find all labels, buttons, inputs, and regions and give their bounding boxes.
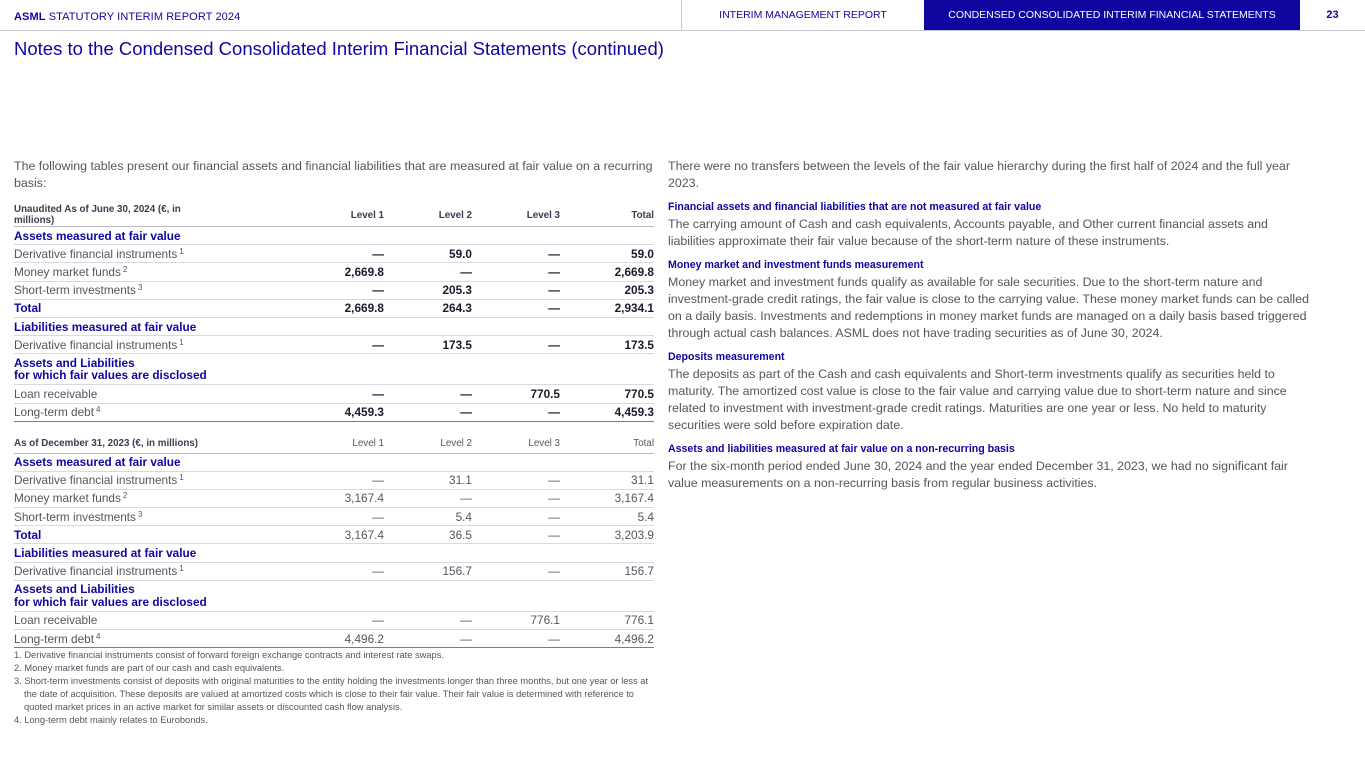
cell: — <box>472 489 560 507</box>
footnote-4: 4. Long-term debt mainly relates to Eurobonds. <box>14 715 208 725</box>
brand-rest: STATUTORY INTERIM REPORT 2024 <box>45 11 241 23</box>
cell: — <box>222 471 384 489</box>
table-header-row <box>14 432 654 453</box>
nav-interim-management-report[interactable]: INTERIM MANAGEMENT REPORT <box>681 0 924 30</box>
table-row <box>14 471 654 489</box>
nav-financial-statements-active[interactable]: CONDENSED CONSOLIDATED INTERIM FINANCIAL STATEMENTS <box>924 0 1300 30</box>
cell: 4,496.2 <box>222 630 384 648</box>
cell: 776.1 <box>472 611 560 629</box>
cell: 3,167.4 <box>560 489 654 507</box>
cell: 36.5 <box>384 526 472 544</box>
col-level-3: Level 3 <box>472 432 560 453</box>
cell: — <box>472 630 560 648</box>
page-title: Notes to the Condensed Consolidated Interim Financial Statements (continued) <box>14 38 664 59</box>
row-label: Loan receivable <box>14 611 222 629</box>
page-number: 23 <box>1326 9 1339 21</box>
cell: — <box>472 471 560 489</box>
cell: 59.0 <box>560 245 654 263</box>
cell: 59.0 <box>384 245 472 263</box>
cell: — <box>222 611 384 629</box>
section-row <box>14 317 654 335</box>
col-level-3: Level 3 <box>472 202 560 227</box>
cell: 2,669.8 <box>222 263 384 281</box>
cell: 4,459.3 <box>222 403 384 421</box>
table-row <box>14 385 654 403</box>
cell: 3,167.4 <box>222 526 384 544</box>
table-row <box>14 508 654 526</box>
heading-deposits: Deposits measurement <box>668 351 785 363</box>
cell: 156.7 <box>384 562 472 580</box>
table-row <box>14 281 654 299</box>
table-caption: As of December 31, 2023 (€, in millions) <box>14 432 222 453</box>
total-row <box>14 299 654 317</box>
brand-bold: ASML <box>14 11 46 23</box>
cell: 205.3 <box>560 281 654 299</box>
section-assets-label: Assets measured at fair value <box>14 453 654 471</box>
section-liabilities-label: Liabilities measured at fair value <box>14 317 654 335</box>
heading-not-fair-value: Financial assets and financial liabilities that are not measured at fair value <box>668 201 1042 213</box>
top-navigation-bar <box>0 0 1365 31</box>
cell: — <box>472 299 560 317</box>
row-label: Long-term debt $^4$ <box>14 403 222 421</box>
section-assets-label: Assets measured at fair value <box>14 227 654 245</box>
non-recurring-paragraph: For the six-month period ended June 30, 2024 and the year ended December 31, 2023, we had no significant fair value measurements on a non-recurring basis from regular business activities. <box>668 459 1288 490</box>
row-label: Short-term investments $^3$ <box>14 281 222 299</box>
cell: 2,669.8 <box>560 263 654 281</box>
cell: 173.5 <box>384 336 472 354</box>
cell: — <box>472 263 560 281</box>
cell: 770.5 <box>472 385 560 403</box>
cell: 31.1 <box>384 471 472 489</box>
deposits-paragraph: The deposits as part of the Cash and cash equivalents and Short-term investments qualify as securities held to maturity. The amortized cost value is close to the fair value and carrying value due to short-term nature and since related to investment with investment-grade credit ratings. Maturities are one year or less. No held to maturity securities were sold before expiration date. <box>668 367 1287 432</box>
cell: 264.3 <box>384 299 472 317</box>
row-label: Total <box>14 526 222 544</box>
cell: 2,934.1 <box>560 299 654 317</box>
cell: — <box>472 245 560 263</box>
table-row <box>14 562 654 580</box>
cell: 156.7 <box>560 562 654 580</box>
section-row <box>14 227 654 245</box>
cell: — <box>384 385 472 403</box>
cell: — <box>472 336 560 354</box>
cell: 2,669.8 <box>222 299 384 317</box>
cell: — <box>384 263 472 281</box>
cell: 173.5 <box>560 336 654 354</box>
table-row <box>14 630 654 648</box>
right-column-text <box>668 158 1316 492</box>
cell: 5.4 <box>560 508 654 526</box>
cell: 205.3 <box>384 281 472 299</box>
cell: — <box>472 281 560 299</box>
cell: — <box>222 385 384 403</box>
row-label: Short-term investments $^3$ <box>14 508 222 526</box>
row-label: Money market funds $^2$ <box>14 489 222 507</box>
transfers-paragraph: There were no transfers between the levels of the fair value hierarchy during the first half of 2024 and the full year 2023. <box>668 159 1290 190</box>
cell: — <box>384 611 472 629</box>
row-label: Derivative financial instruments $^1$ <box>14 471 222 489</box>
row-label: Derivative financial instruments $^1$ <box>14 245 222 263</box>
table-row <box>14 403 654 421</box>
heading-money-market: Money market and investment funds measurement <box>668 259 924 271</box>
report-brand[interactable] <box>14 11 240 23</box>
row-label: Derivative financial instruments $^1$ <box>14 562 222 580</box>
fair-value-table-2024 <box>14 202 654 422</box>
cell: 3,167.4 <box>222 489 384 507</box>
section-disclosed-label: Assets and Liabilities for which fair values are disclosed <box>14 354 654 385</box>
fair-value-table-2023 <box>14 432 654 648</box>
cell: — <box>472 403 560 421</box>
section-row <box>14 544 654 562</box>
col-total: Total <box>560 202 654 227</box>
col-level-2: Level 2 <box>384 432 472 453</box>
cell: 3,203.9 <box>560 526 654 544</box>
not-fair-value-paragraph: The carrying amount of Cash and cash equivalents, Accounts payable, and Other current financial assets and liabilities approximate their fair value because of the short-term nature of these instruments. <box>668 217 1268 248</box>
table-row <box>14 263 654 281</box>
col-level-1: Level 1 <box>222 432 384 453</box>
section-disclosed-label: Assets and Liabilities for which fair values are disclosed <box>14 580 654 611</box>
footnote-3: 3. Short-term investments consist of deposits with original maturities to the entity holding the investments longer than three months, but one year or less at the date of acquisition. These deposits are valued at amortized costs which is close to their fair value. Their fair value is determined with reference to quoted market prices in an active market for similar assets or discounted cash flow analysis. <box>14 676 649 712</box>
total-row <box>14 526 654 544</box>
cell: 4,496.2 <box>560 630 654 648</box>
cell: — <box>384 403 472 421</box>
heading-non-recurring: Assets and liabilities measured at fair value on a non-recurring basis <box>668 443 1015 455</box>
col-level-1: Level 1 <box>222 202 384 227</box>
cell: — <box>222 245 384 263</box>
intro-paragraph: The following tables present our financial assets and financial liabilities that are measured at fair value on a recurring basis: <box>14 159 653 190</box>
cell: 776.1 <box>560 611 654 629</box>
table-header-row <box>14 202 654 227</box>
table-row <box>14 245 654 263</box>
col-level-2: Level 2 <box>384 202 472 227</box>
footnote-2: 2. Money market funds are part of our cash and cash equivalents. <box>14 663 285 673</box>
cell: 770.5 <box>560 385 654 403</box>
footnotes <box>14 649 654 727</box>
cell: 31.1 <box>560 471 654 489</box>
section-row <box>14 453 654 471</box>
money-market-paragraph: Money market and investment funds qualify as available for sale securities. Due to the short-term nature and investment-grade credit ratings, the fair value is close to the carrying value. These money market funds can be called on a daily basis. Investments and redemptions in money market funds are managed on a daily basis based triggered through actual cash balances. ASML does not have trading securities as of June 30, 2024. <box>668 275 1309 340</box>
cell: — <box>472 508 560 526</box>
cell: 5.4 <box>384 508 472 526</box>
cell: — <box>222 562 384 580</box>
row-label: Total <box>14 299 222 317</box>
cell: — <box>222 508 384 526</box>
cell: — <box>472 526 560 544</box>
footnote-1: 1. Derivative financial instruments consist of forward foreign exchange contracts and interest rate swaps. <box>14 650 444 660</box>
col-total: Total <box>560 432 654 453</box>
table-row <box>14 336 654 354</box>
cell: — <box>384 630 472 648</box>
cell: 4,459.3 <box>560 403 654 421</box>
cell: — <box>384 489 472 507</box>
cell: — <box>222 281 384 299</box>
row-label: Long-term debt $^4$ <box>14 630 222 648</box>
section-row <box>14 580 654 611</box>
row-label: Derivative financial instruments $^1$ <box>14 336 222 354</box>
row-label: Loan receivable <box>14 385 222 403</box>
cell: — <box>472 562 560 580</box>
table-caption: Unaudited As of June 30, 2024 (€, in millions) <box>14 202 222 227</box>
section-row <box>14 354 654 385</box>
row-label: Money market funds $^2$ <box>14 263 222 281</box>
table-row <box>14 489 654 507</box>
cell: — <box>222 336 384 354</box>
section-liabilities-label: Liabilities measured at fair value <box>14 544 654 562</box>
table-row <box>14 611 654 629</box>
